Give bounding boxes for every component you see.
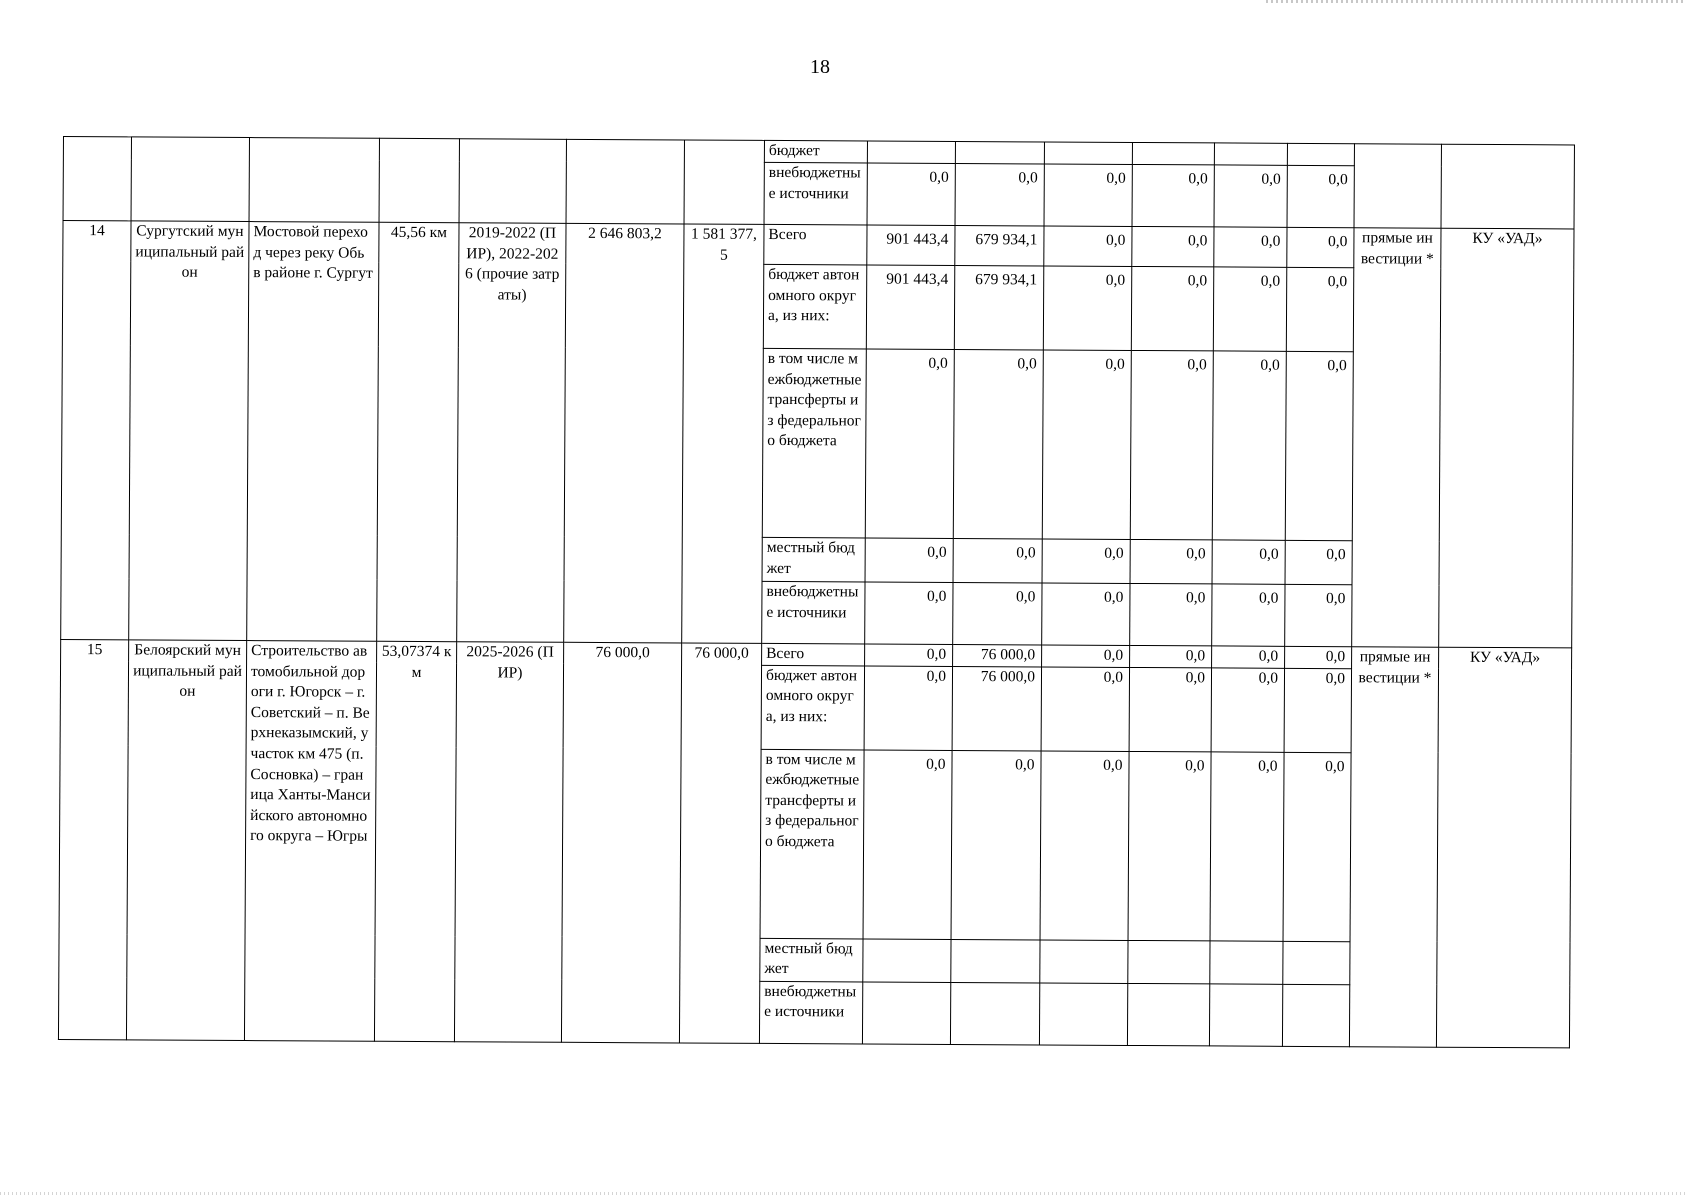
value-cell: 0,0: [955, 163, 1044, 225]
object-capacity: 45,56 км: [377, 222, 459, 641]
value-cell: 0,0: [1128, 751, 1211, 940]
value-cell: [1282, 984, 1349, 1046]
object-capacity: 53,07374 км: [374, 641, 456, 1041]
value-cell: 901 443,4: [866, 265, 954, 349]
value-cell: [1209, 984, 1282, 1046]
object-name: Мостовой переход через реку Обь в районе г. Сургут: [247, 222, 379, 642]
object-number: 14: [61, 221, 131, 640]
object-mechanism: прямые инвестиции *: [1349, 647, 1438, 1047]
value-cell: 0,0: [1042, 645, 1130, 667]
funding-source-label: местный бюджет: [760, 938, 863, 982]
value-cell: 0,0: [1131, 266, 1213, 350]
object-total-cost: 76 000,0: [561, 642, 681, 1042]
value-cell: 0,0: [1213, 267, 1286, 351]
investment-objects-table: [58, 136, 1575, 1048]
value-cell: 0,0: [1212, 584, 1285, 646]
value-cell: 0,0: [865, 538, 953, 582]
value-cell: 0,0: [1044, 226, 1132, 266]
value-cell: 0,0: [1130, 539, 1212, 583]
funding-source-label: в том числе межбюджетные трансферты из федерального бюджета: [762, 348, 866, 538]
value-cell: [955, 141, 1044, 163]
funding-source-label: Всего: [762, 643, 865, 665]
continuation-period-cell: [459, 139, 566, 224]
value-cell: [1040, 940, 1128, 983]
scan-artifact-top: [1266, 0, 1686, 3]
value-cell: 0,0: [1040, 751, 1129, 940]
value-cell: 0,0: [1287, 227, 1354, 267]
value-cell: [1127, 983, 1209, 1045]
funding-source-label: внебюджетные источники: [762, 581, 865, 644]
value-cell: 0,0: [1042, 350, 1131, 539]
value-cell: 0,0: [1214, 227, 1287, 267]
value-cell: 0,0: [951, 750, 1041, 939]
value-cell: 0,0: [865, 582, 953, 644]
object-period: 2019-2022 (ПИР), 2022-2026 (прочие затраты): [457, 223, 566, 643]
value-cell: 0,0: [1285, 540, 1352, 584]
value-cell: 0,0: [1132, 226, 1214, 266]
value-cell: 0,0: [1044, 164, 1132, 226]
value-cell: [950, 982, 1039, 1044]
value-cell: [863, 939, 951, 982]
value-cell: 0,0: [1129, 667, 1211, 751]
value-cell: 0,0: [953, 582, 1042, 644]
value-cell: 0,0: [1130, 350, 1213, 539]
value-cell: 0,0: [1211, 668, 1284, 752]
value-cell: 0,0: [1284, 668, 1351, 752]
value-cell: 0,0: [1042, 539, 1130, 583]
continuation-number-cell: [63, 137, 131, 221]
funding-source-label: бюджет автономного округа, из них:: [761, 665, 864, 750]
table-row: [63, 221, 1574, 269]
page-number: 18: [810, 56, 830, 78]
value-cell: 901 443,4: [867, 225, 955, 265]
value-cell: [1210, 941, 1283, 984]
value-cell: 0,0: [1287, 165, 1354, 227]
value-cell: [1214, 143, 1287, 165]
funding-source-label: бюджет автономного округа, из них:: [763, 264, 866, 349]
value-cell: 0,0: [1283, 752, 1351, 941]
value-cell: 0,0: [1041, 667, 1129, 751]
value-cell: [1128, 940, 1210, 983]
funding-source-label: Всего: [764, 224, 867, 265]
continuation-remaining-cost-cell: [684, 140, 764, 224]
value-cell: 0,0: [1212, 351, 1286, 540]
value-cell: [1039, 983, 1127, 1045]
value-cell: 0,0: [1285, 646, 1352, 668]
object-remaining-cost: 1 581 377,5: [682, 224, 764, 643]
value-cell: 0,0: [867, 163, 955, 225]
value-cell: 0,0: [1042, 583, 1130, 645]
value-cell: 76 000,0: [953, 644, 1042, 666]
continuation-municipality-cell: [131, 137, 249, 222]
continuation-mechanism-cell: [1354, 144, 1441, 228]
value-cell: 0,0: [1043, 266, 1131, 350]
object-mechanism: прямые инвестиции *: [1352, 228, 1441, 647]
object-customer: КУ «УАД»: [1436, 647, 1571, 1047]
funding-source-label: в том числе межбюджетные трансферты из федерального бюджета: [760, 749, 864, 939]
value-cell: [951, 939, 1040, 982]
value-cell: [867, 141, 955, 163]
value-cell: 0,0: [1286, 267, 1353, 351]
value-cell: [862, 982, 950, 1044]
value-cell: 0,0: [863, 750, 952, 939]
funding-source-label: внебюджетные источники: [759, 981, 862, 1044]
value-cell: 0,0: [1132, 164, 1214, 226]
value-cell: 0,0: [1214, 165, 1287, 227]
value-cell: [1287, 143, 1354, 165]
value-cell: [1132, 142, 1214, 164]
value-cell: 0,0: [1212, 540, 1285, 584]
value-cell: 679 934,1: [955, 225, 1044, 265]
continuation-name-cell: [249, 138, 379, 223]
continuation-total-cost-cell: [566, 139, 684, 224]
value-cell: 0,0: [1130, 645, 1212, 667]
object-municipality: Сургутский муниципальный район: [129, 221, 249, 641]
value-cell: 0,0: [953, 538, 1042, 582]
value-cell: 0,0: [1212, 646, 1285, 668]
value-cell: 0,0: [865, 349, 954, 538]
scan-artifact-bottom: [0, 1192, 1686, 1195]
continuation-capacity-cell: [379, 138, 459, 222]
object-municipality: Белоярский муниципальный район: [126, 640, 246, 1040]
funding-source-label: бюджет: [764, 140, 867, 163]
funding-source-label: местный бюджет: [762, 537, 865, 582]
value-cell: 0,0: [1285, 351, 1353, 540]
funding-source-label: внебюджетные источники: [764, 162, 867, 225]
value-cell: 0,0: [953, 349, 1043, 538]
value-cell: [1044, 142, 1132, 164]
object-name: Строительство автомобильной дороги г. Югорск – г. Советский – п. Верхнеказымский, участок км 475 (п. Сосновка) – граница Ханты-Мансийского автономного округа – Югры: [244, 641, 376, 1041]
value-cell: 76 000,0: [952, 666, 1041, 750]
value-cell: 679 934,1: [954, 265, 1043, 349]
object-number: 15: [58, 639, 128, 1039]
object-period: 2025-2026 (ПИР): [454, 642, 563, 1042]
value-cell: [1283, 941, 1350, 984]
value-cell: 0,0: [1210, 752, 1284, 941]
value-cell: 0,0: [1285, 584, 1352, 646]
value-cell: 0,0: [1130, 583, 1212, 645]
object-remaining-cost: 76 000,0: [679, 643, 761, 1043]
value-cell: 0,0: [864, 666, 952, 750]
value-cell: 0,0: [865, 644, 953, 666]
object-total-cost: 2 646 803,2: [564, 223, 684, 643]
continuation-customer-cell: [1441, 144, 1574, 229]
object-customer: КУ «УАД»: [1439, 228, 1574, 648]
